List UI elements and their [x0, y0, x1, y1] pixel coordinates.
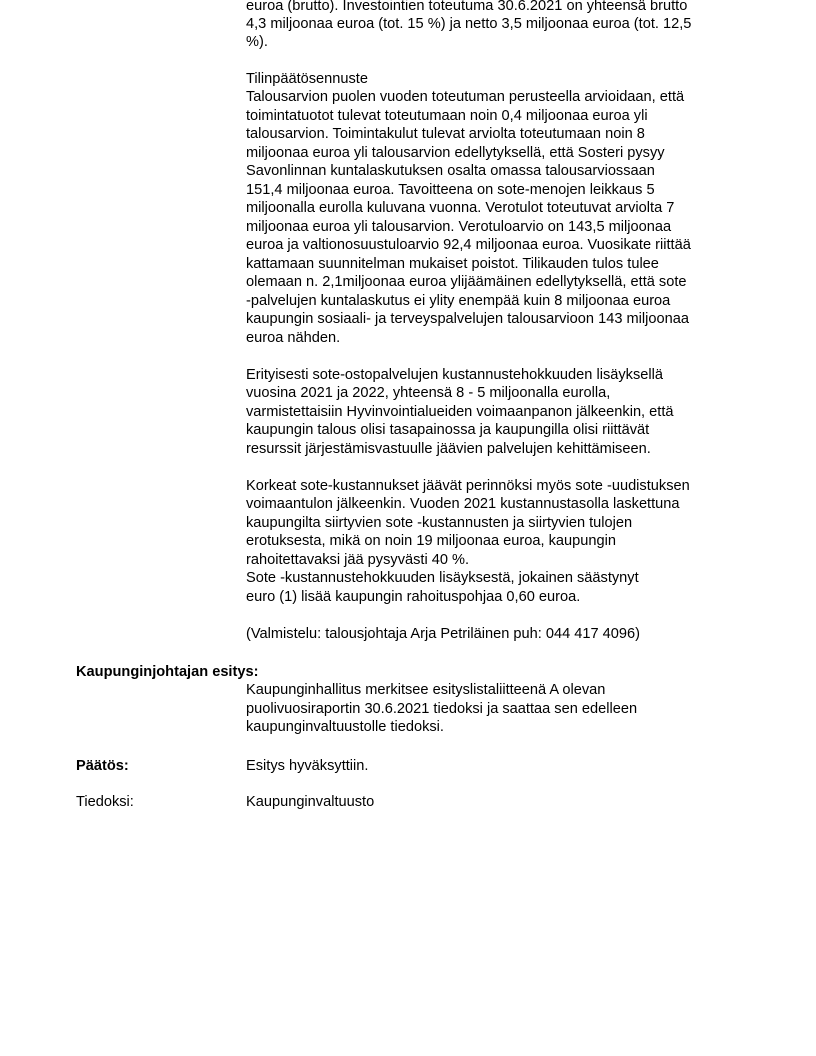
text-line: Talousarvion puolen vuoden toteutuman perusteella arvioidaan, että: [246, 89, 685, 105]
text-line: euroa ja valtionosuustuloarvio 92,4 miljoonaa euroa. Vuosikate riittää: [246, 237, 691, 253]
proposal-line: Kaupunginhallitus merkitsee esityslistaliitteenä A olevan: [246, 682, 606, 698]
text-line: euroa nähden.: [246, 330, 341, 346]
text-line: Sote -kustannustehokkuuden lisäyksestä, jokainen säästynyt: [246, 570, 639, 586]
decision-text: Esitys hyväksyttiin.: [246, 758, 369, 774]
proposal-line: puolivuosiraportin 30.6.2021 tiedoksi ja saattaa sen edelleen: [246, 701, 638, 717]
text-line: olemaan n. 2,1miljoonaa euroa ylijäämäinen edellytyksellä, että sote: [246, 274, 687, 290]
text-line: euro (1) lisää kaupungin rahoituspohjaa 0,60 euroa.: [246, 589, 581, 605]
proposal-line: kaupunginvaltuustolle tiedoksi.: [246, 719, 444, 735]
text-line: -palvelujen kuntalaskutus ei ylity enempää kuin 8 miljoonaa euroa: [246, 293, 671, 309]
text-line: vuosina 2021 ja 2022, yhteensä 8 - 5 miljoonalla eurolla,: [246, 385, 611, 401]
text-line: 4,3 miljoonaa euroa (tot. 15 %) ja netto 3,5 miljoonaa euroa (tot. 12,5: [246, 16, 692, 32]
text-line: varmistettaisiin Hyvinvointialueiden voimaanpanon jälkeenkin, että: [246, 404, 674, 420]
text-line: miljoonaa euroa yli talousarvion edellytyksellä, että Sosteri pysyy: [246, 145, 665, 161]
text-line: voimaantulon jälkeenkin. Vuoden 2021 kustannustasolla laskettuna: [246, 496, 680, 512]
proposal-label: Kaupunginjohtajan esitys:: [76, 664, 259, 680]
text-line: resurssit järjestämisvastuulle jäävien palvelujen kehittämiseen.: [246, 441, 651, 457]
text-line: Korkeat sote-kustannukset jäävät perinnöksi myös sote -uudistuksen: [246, 478, 690, 494]
text-line: kattamaan suunnitelman mukaiset poistot. Tilikauden tulos tulee: [246, 256, 659, 272]
text-line: Erityisesti sote-ostopalvelujen kustannustehokkuuden lisäyksellä: [246, 367, 663, 383]
text-line: kaupungin sosiaali- ja terveyspalvelujen talousarvioon 143 miljoonaa: [246, 311, 689, 327]
text-line: rahoitettavaksi jää pysyvästi 40 %.: [246, 552, 470, 568]
text-line: kaupungilta siirtyvien sote -kustannusten ja siirtyvien tulojen: [246, 515, 633, 531]
section-heading: Tilinpäätösennuste: [246, 71, 368, 87]
text-line: Savonlinnan kuntalaskutuksen osalta omassa talousarviossaan: [246, 163, 655, 179]
text-line: 151,4 miljoonaa euroa. Tavoitteena on sote-menojen leikkaus 5: [246, 182, 655, 198]
info-label: Tiedoksi:: [76, 794, 134, 810]
text-line: kaupungin talous olisi tasapainossa ja kaupungilla olisi riittävät: [246, 422, 650, 438]
text-line: miljoonaa euroa yli talousarvion. Verotuloarvio on 143,5 miljoonaa: [246, 219, 672, 235]
text-line: miljoonalla eurolla kuluvana vuonna. Verotulot toteutuvat arviolta 7: [246, 200, 675, 216]
info-text: Kaupunginvaltuusto: [246, 794, 375, 810]
text-line: toimintatuotot tulevat toteutumaan noin 0,4 miljoonaa euroa yli: [246, 108, 648, 124]
text-line: erotuksesta, mikä on noin 19 miljoonaa euroa, kaupungin: [246, 533, 616, 549]
text-line: euroa (brutto). Investointien toteutuma 30.6.2021 on yhteensä brutto: [246, 0, 688, 14]
text-line: talousarvion. Toimintakulut tulevat arviolta toteutumaan noin 8: [246, 126, 645, 142]
preparer-note: (Valmistelu: talousjohtaja Arja Petriläinen puh: 044 417 4096): [246, 626, 641, 642]
decision-label: Päätös:: [76, 758, 129, 774]
text-line: %).: [246, 34, 268, 50]
